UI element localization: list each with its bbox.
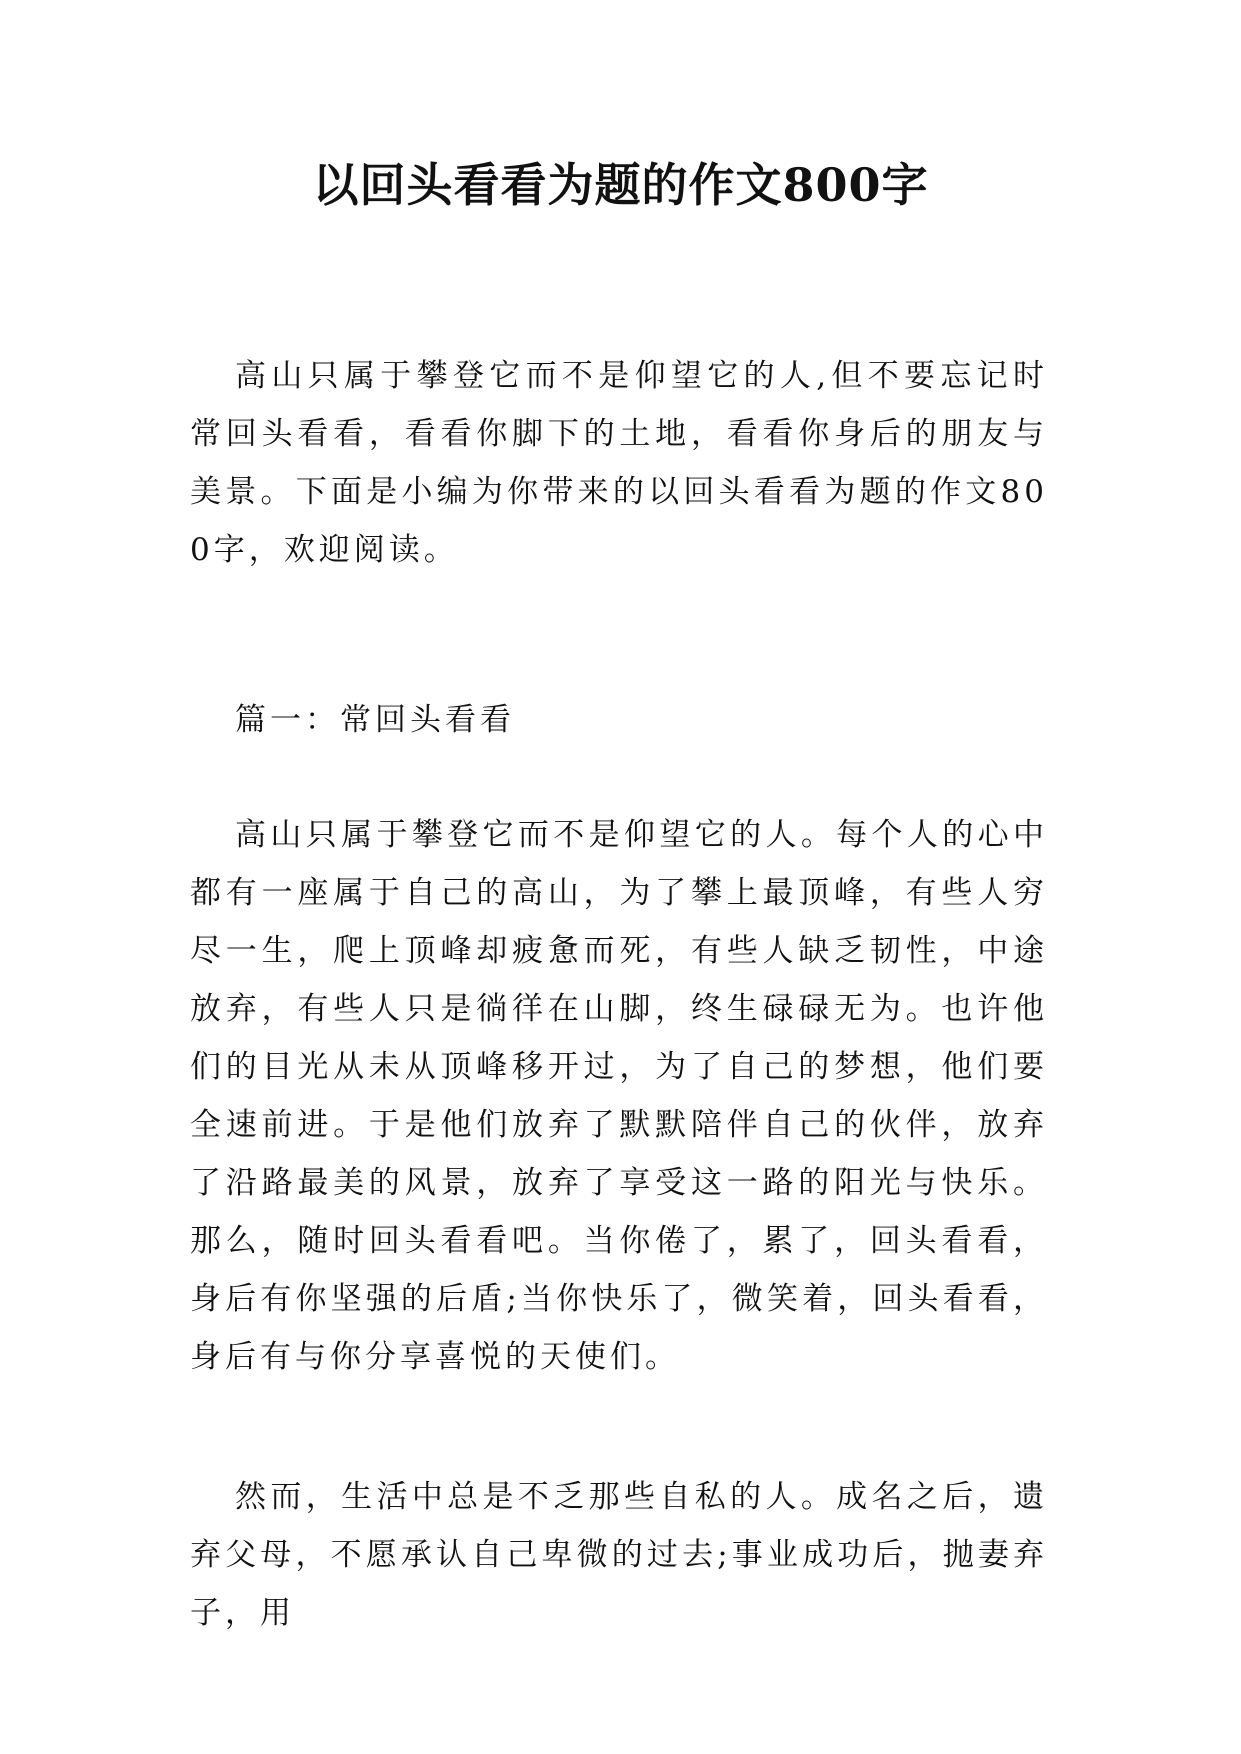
document-title: 以回头看看为题的作文800字: [312, 158, 929, 212]
body-paragraph: 高山只属于攀登它而不是仰望它的人。每个人的心中都有一座属于自己的高山，为了攀上最顶峰，有些人穷尽一生，爬上顶峰却疲惫而死，有些人缺乏韧性，中途放弃，有些人只是徜徉在山脚，终生碌碌无为。也许他们的目光从未从顶峰移开过，为了自己的梦想，他们要全速前进。于是他们放弃了默默陪伴自己的伙伴，放弃了沿路最美的风景，放弃了享受这一路的阳光与快乐。那么，随时回头看看吧。当你倦了，累了，回头看看，身后有你坚强的后盾;当你快乐了，微笑着，回头看看，身后有与你分享喜悦的天使们。: [190, 817, 1048, 1375]
intro-paragraph: 高山只属于攀登它而不是仰望它的人,但不要忘记时常回头看看，看看你脚下的土地，看看你身后的朋友与美景。下面是小编为你带来的以回头看看为题的作文800字，欢迎阅读。: [190, 358, 1048, 568]
section-heading: 篇一：常回头看看: [235, 702, 515, 738]
body-paragraph: 然而，生活中总是不乏那些自私的人。成名之后，遗弃父母，不愿承认自己卑微的过去;事业成功后，抛妻弃子，用: [190, 1479, 1048, 1631]
